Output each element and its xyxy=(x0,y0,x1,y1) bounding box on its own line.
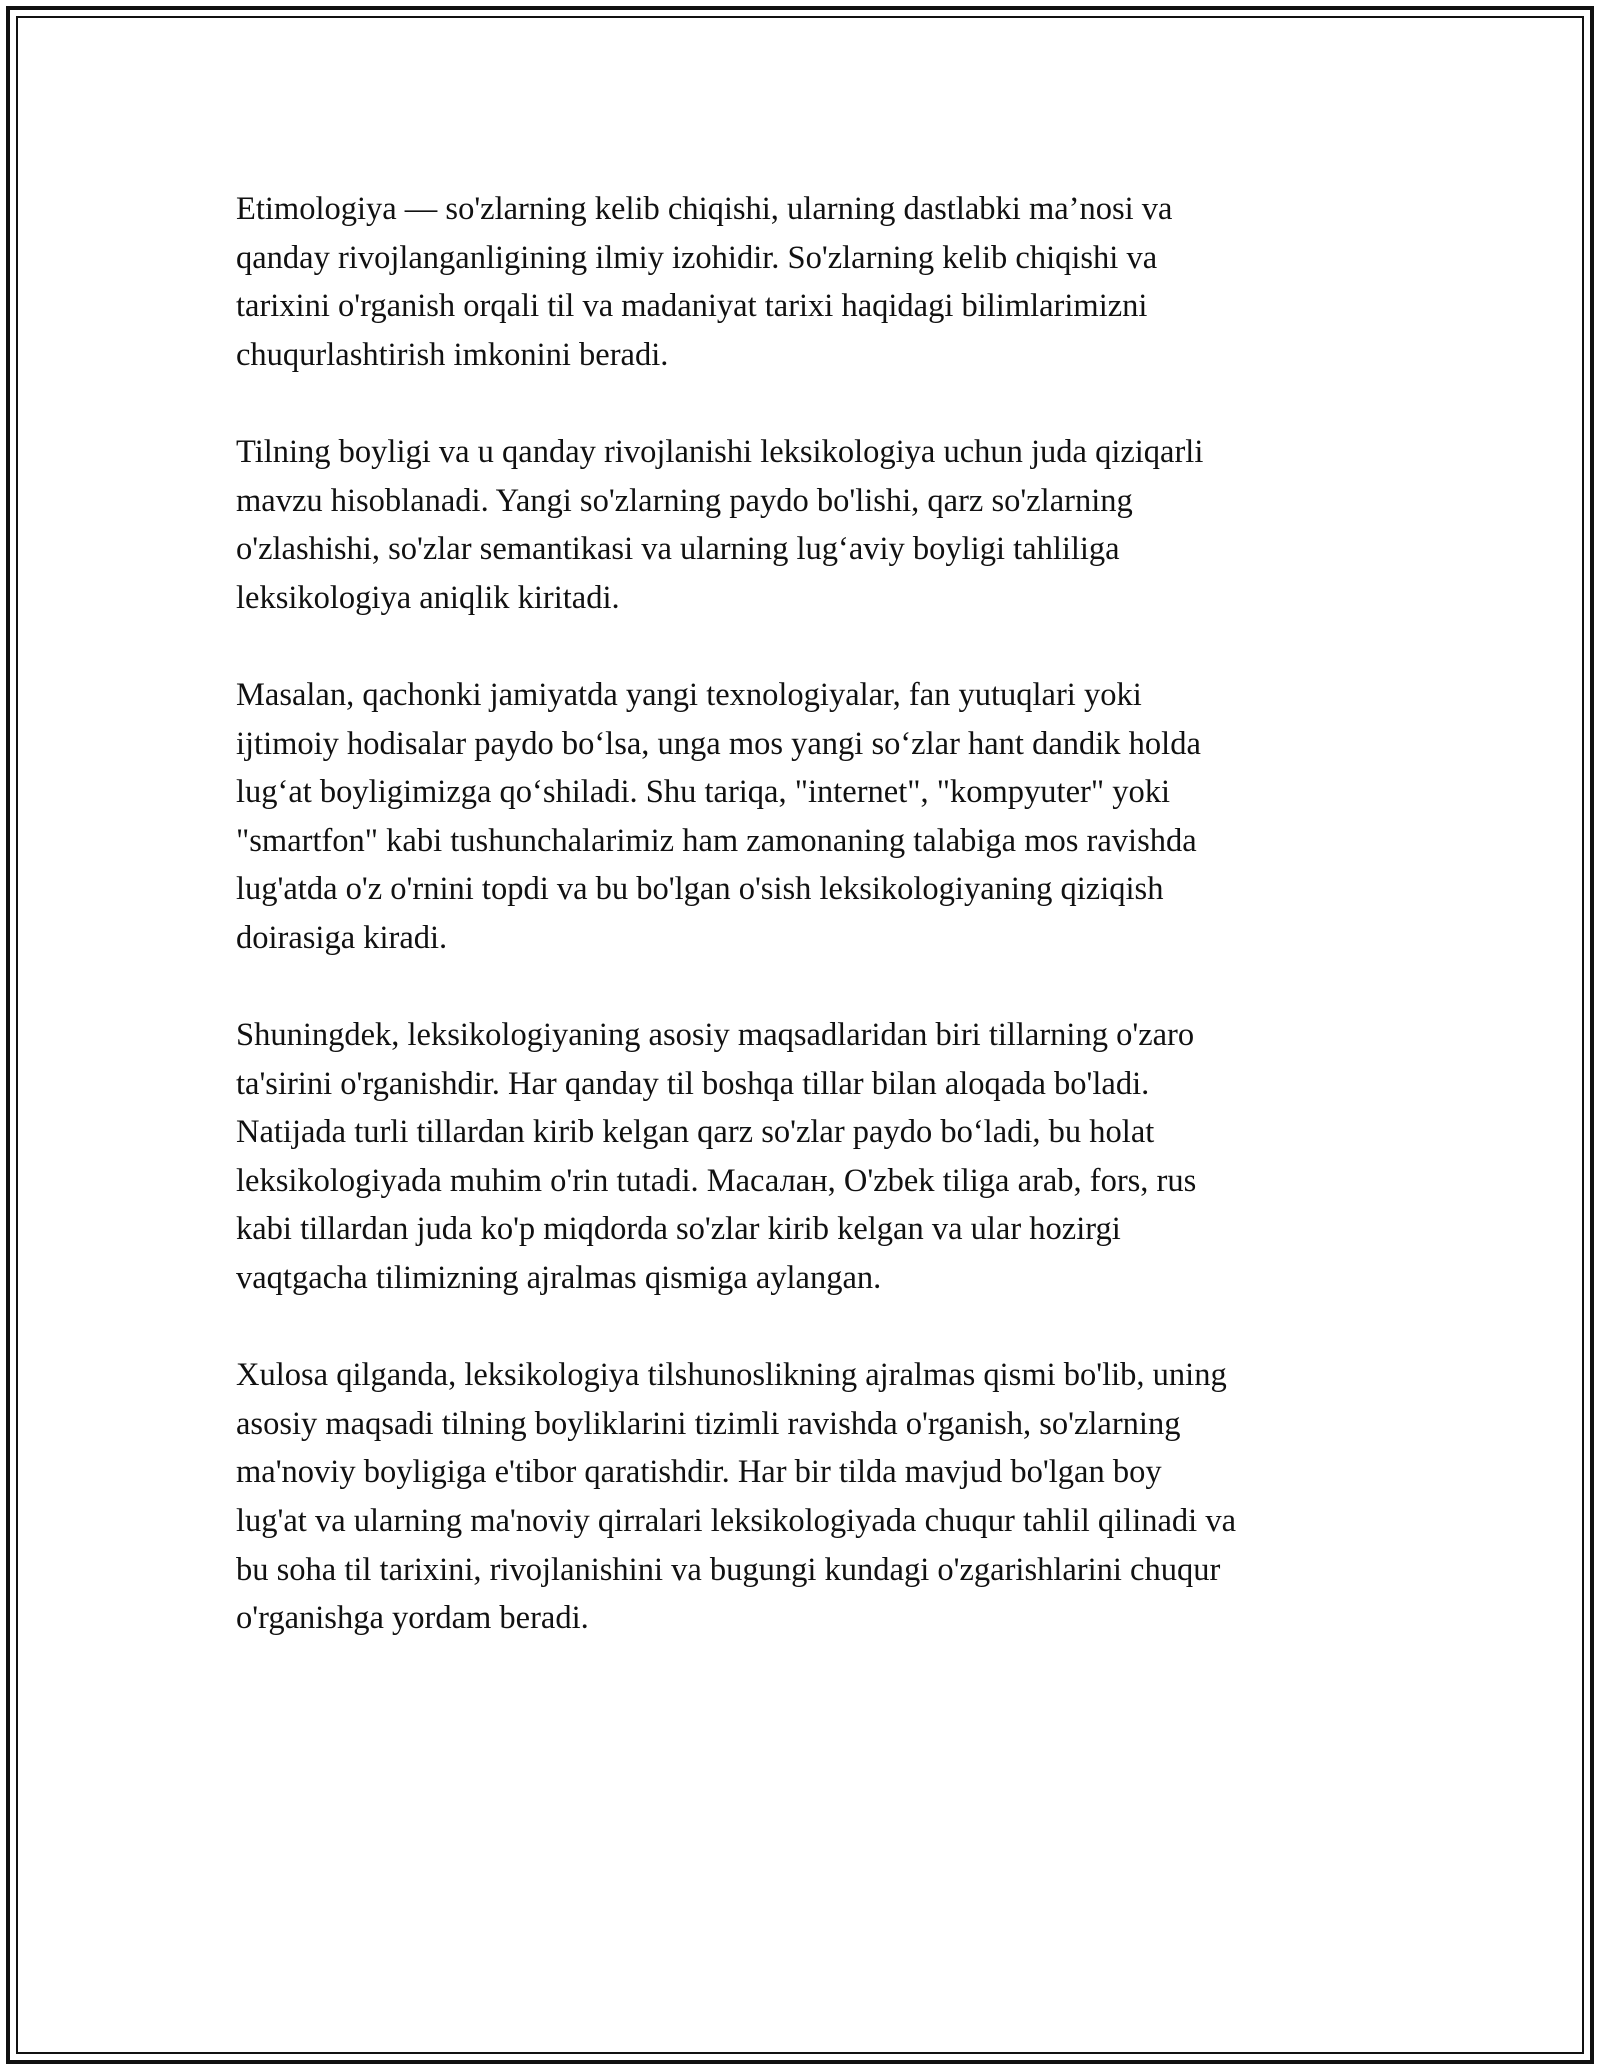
paragraph-tilning-boyligi: Tilning boyligi va u qanday rivojlanishi leksikologiya uchun juda qiziqarli mavzu hisoblanadi. Yangi so'zlarning paydo bo'lishi, qarz so'zlarning o'zlashishi, so'zlar semantikasi va ularning lug‘aviy boyligi tahliliga leksikologiya aniqlik kiritadi. xyxy=(236,433,1204,616)
paragraph-etimologiya: Etimologiya — so'zlarning kelib chiqishi, ularning dastlabki ma’nosi va qanday rivojlanganligining ilmiy izohidir. So'zlarning kelib chiqishi va tarixini o'rganish orqali til va madaniyat tarixi haqidagi bilimlarimizni chuqurlashtirish imkonini beradi. xyxy=(236,191,1173,373)
paragraph-masalan: Masalan, qachonki jamiyatda yangi texnologiyalar, fan yutuqlari yoki ijtimoiy hodisalar paydo bo‘lsa, unga mos yangi so‘zlar hant dandik holda lug‘at boyligimizga qo‘shiladi. Shu tariqa, "internet", "kompyuter" yoki "smartfon" kabi tushunchalarimiz ham zamonaning talabiga mos ravishda lug'atda o'z o'rnini topdi va bu bo'lgan o'sish leksikologiyaning qiziqish doirasiga kiradi. xyxy=(236,676,1201,956)
paragraph-xulosa: Xulosa qilganda, leksikologiya tilshunoslikning ajralmas qismi bo'lib, uning asosiy maqsadi tilning boyliklarini tizimli ravishda o'rganish, so'zlarning ma'noviy boyligiga e'tibor qaratishdir. Har bir tilda mavjud bo'lgan boy lug'at va ularning ma'noviy qirralari leksikologiyada chuqur tahlil qilinadi va bu soha til tarixini, rivojlanishini va bugungi kundagi o'zgarishlarini chuqur o'rganishga yordam beradi. xyxy=(236,1357,1236,1637)
paragraph-shuningdek: Shuningdek, leksikologiyaning asosiy maqsadlaridan biri tillarning o'zaro ta'sirini o'rganishdir. Har qanday til boshqa tillar bilan aloqada bo'ladi. Natijada turli tillardan kirib kelgan qarz so'zlar paydo bo‘ladi, bu holat leksikologiyada muhim o'rin tutadi. Масалан, O'zbek tiliga arab, fors, rus kabi tillardan juda ko'p miqdorda so'zlar kirib kelgan va ular hozirgi vaqtgacha tilimizning ajralmas qismiga aylangan. xyxy=(236,1017,1197,1297)
document-body xyxy=(236,185,1386,1691)
